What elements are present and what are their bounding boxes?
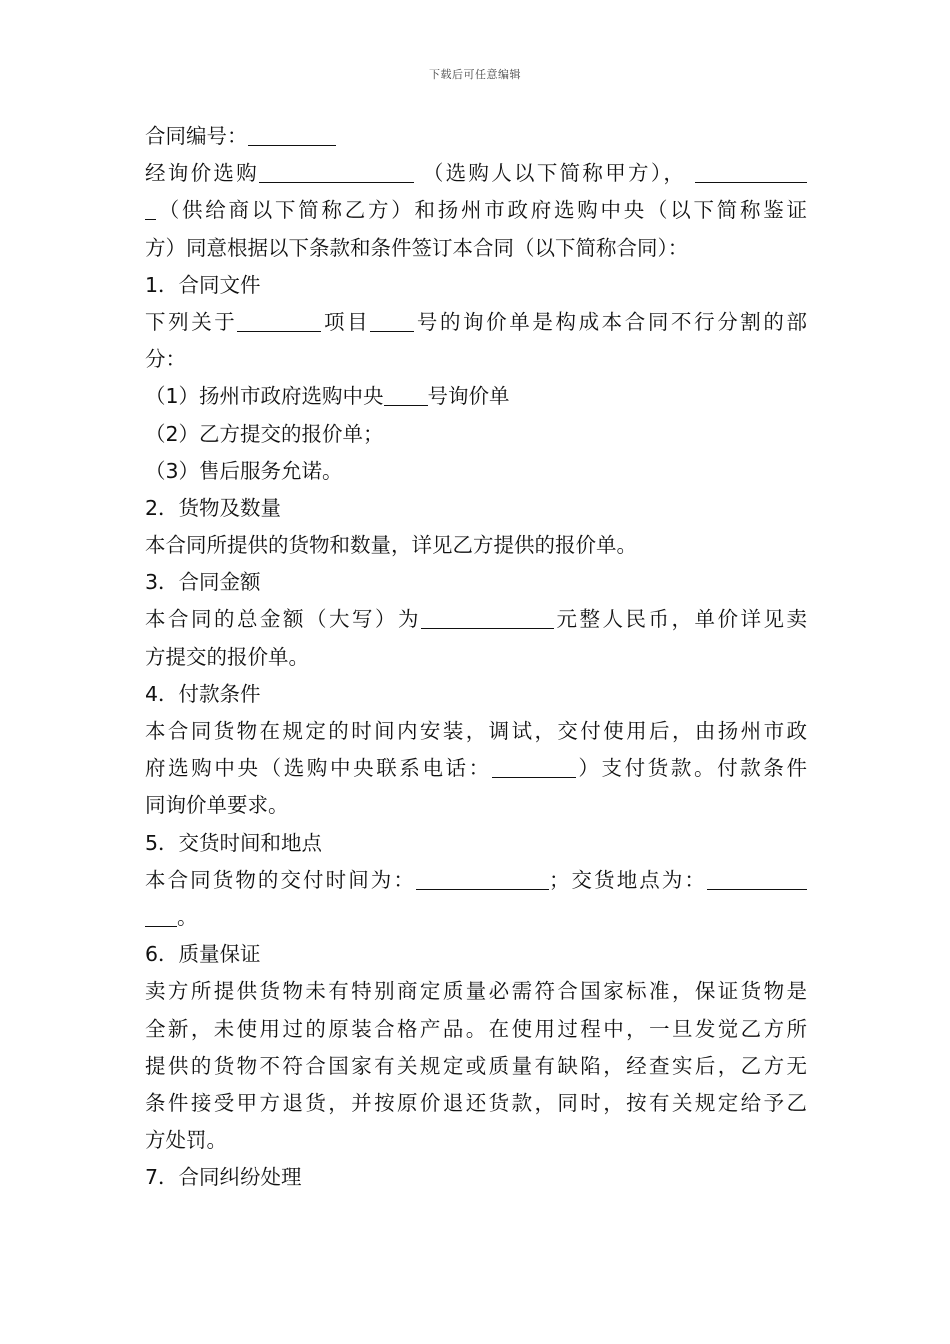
- text: 本合同的总金额（大写）为: [145, 607, 421, 632]
- section-1-line-2: [145, 341, 807, 378]
- section-2-heading: [145, 490, 807, 527]
- section-1-item-3: [145, 453, 807, 490]
- blank-delivery-place-cont: [145, 904, 177, 927]
- text: 号询价单: [427, 384, 510, 409]
- section-4-line-2: [145, 750, 807, 787]
- section-1-line-1: [145, 304, 807, 341]
- text: （2）乙方提交的报价单；: [145, 421, 384, 446]
- text: （选购人以下简称甲方），: [422, 161, 687, 186]
- text: 经询价选购: [145, 161, 259, 186]
- text: 分：: [145, 347, 186, 372]
- text: 同询价单要求。: [145, 793, 289, 818]
- section-4-line-3: [145, 787, 807, 824]
- blank-project: [237, 309, 321, 332]
- text: 府选购中央（选购中央联系电话：: [145, 756, 492, 781]
- blank-delivery-time: [416, 867, 549, 890]
- text: 1．合同文件: [145, 272, 261, 297]
- section-6-line-5: [145, 1122, 807, 1159]
- text: 方提交的报价单。: [145, 644, 309, 669]
- text: （供给商以下简称乙方）和扬州市政府选购中央（以下简称鉴证: [156, 198, 807, 223]
- text: 本合同货物的交付时间为：: [145, 867, 416, 892]
- section-6-heading: [145, 936, 807, 973]
- text: ）支付货款。付款条件: [575, 756, 807, 781]
- text: 本合同货物在规定的时间内安装，调试，交付使用后，由扬州市政: [145, 719, 807, 743]
- section-3-heading: [145, 564, 807, 601]
- text: 提供的货物不符合国家有关规定或质量有缺陷，经查实后，乙方无: [145, 1053, 807, 1078]
- section-6-line-1: [145, 973, 807, 1010]
- blank-supplier: [695, 160, 807, 183]
- section-5-line-2: [145, 899, 807, 936]
- blank-delivery-place: [707, 867, 807, 890]
- parties-line-1: [145, 155, 807, 192]
- text: （1）扬州市政府选购中央: [145, 384, 384, 409]
- section-3-line-1: [145, 601, 807, 638]
- blank-inquiry-number-2: [384, 383, 428, 406]
- text: 。: [177, 904, 198, 929]
- text: 元整人民币，单价详见卖: [554, 607, 807, 632]
- blank-inquiry-number: [370, 309, 414, 332]
- text: 合同编号：: [145, 124, 248, 148]
- page-header: 下载后可任意编辑: [429, 68, 521, 81]
- section-6-line-4: [145, 1085, 807, 1122]
- section-3-line-2: [145, 639, 807, 676]
- section-5-heading: [145, 825, 807, 862]
- contract-number-line: [145, 118, 807, 155]
- blank-contract-number: [248, 123, 336, 146]
- blank-phone: [492, 755, 576, 778]
- text: 4．付款条件: [145, 681, 261, 706]
- section-1-heading: [145, 267, 807, 304]
- text: 号的询价单是构成本合同不行分割的部: [414, 309, 807, 334]
- section-4-heading: [145, 676, 807, 713]
- text: 方）同意根据以下条款和条件签订本合同（以下简称合同）：: [145, 235, 689, 260]
- text: 3．合同金额: [145, 570, 261, 595]
- section-1-item-1: [145, 378, 807, 415]
- text: 2．货物及数量: [145, 495, 282, 520]
- section-6-line-2: [145, 1011, 807, 1048]
- text: 5．交货时间和地点: [145, 830, 323, 855]
- text: 条件接受甲方退货，并按原价退还货款，同时，按有关规定给予乙: [145, 1090, 807, 1115]
- text: （3）售后服务允诺。: [145, 458, 343, 483]
- text: 卖方所提供货物未有特别商定质量必需符合国家标准，保证货物是: [145, 979, 807, 1004]
- text: 下列关于: [145, 309, 238, 334]
- text: 6．质量保证: [145, 942, 261, 967]
- blank-purchaser: [259, 160, 414, 183]
- contract-body: [145, 118, 807, 1196]
- text: ；交货地点为：: [548, 867, 708, 892]
- text: 全新，未使用过的原装合格产品。在使用过程中，一旦发觉乙方所: [145, 1016, 807, 1041]
- section-5-line-1: [145, 862, 807, 899]
- text: 7．合同纠纷处理: [145, 1165, 302, 1190]
- text: 方处罚。: [145, 1128, 227, 1153]
- section-1-item-2: [145, 416, 807, 453]
- text: 项目: [321, 309, 371, 334]
- section-4-line-1: [145, 713, 807, 750]
- text: 本合同所提供的货物和数量，详见乙方提供的报价单。: [145, 533, 637, 558]
- section-6-line-3: [145, 1048, 807, 1085]
- blank-supplier-cont: [145, 197, 156, 220]
- parties-line-2: [145, 192, 807, 229]
- parties-line-3: [145, 230, 807, 267]
- section-2-line-1: [145, 527, 807, 564]
- section-7-heading: [145, 1159, 807, 1196]
- blank-total-amount: [421, 606, 554, 629]
